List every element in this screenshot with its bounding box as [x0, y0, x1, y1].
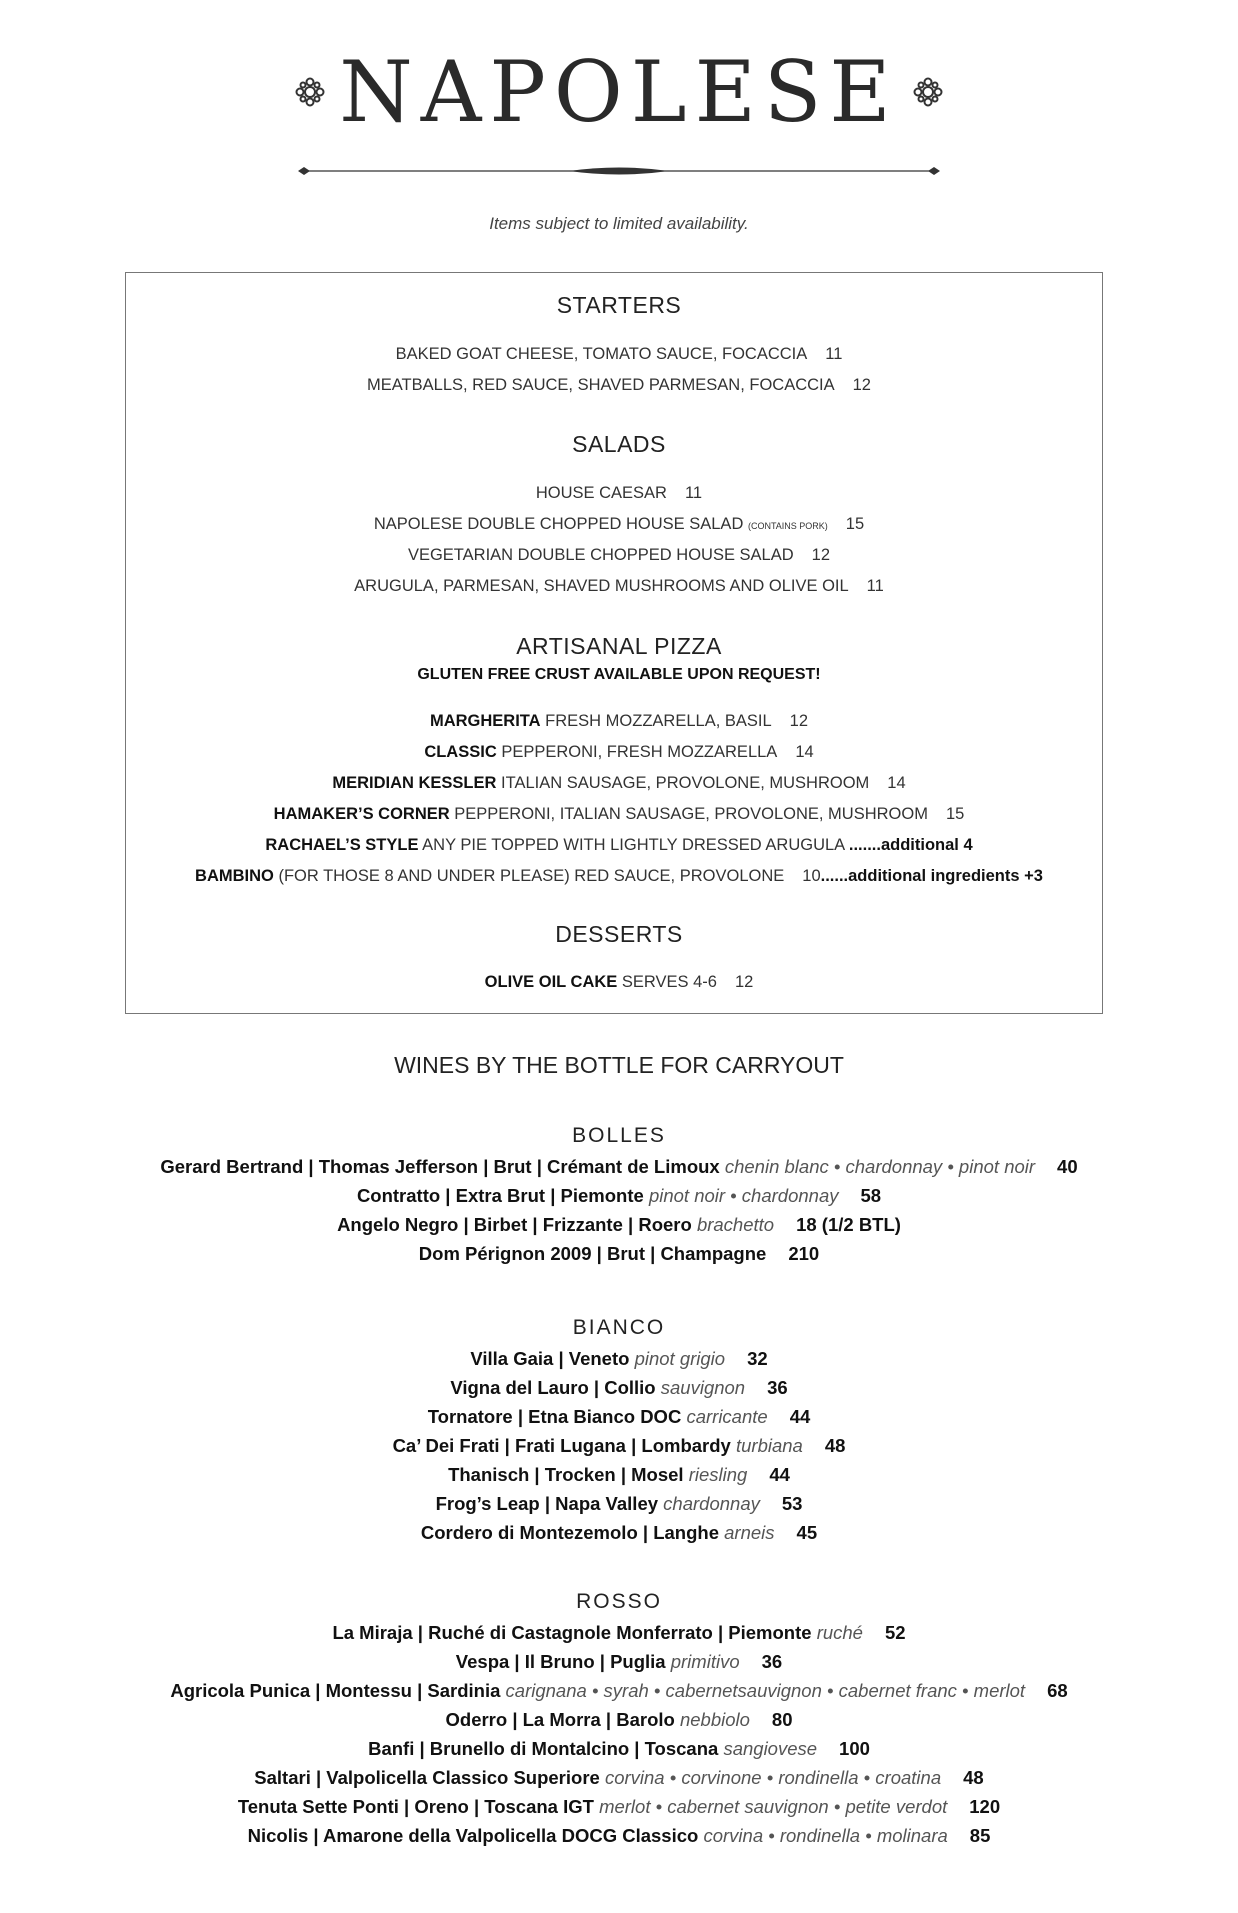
wine-name: Banfi | Brunello di Montalcino | Toscana	[368, 1738, 719, 1759]
wine-price: 210	[788, 1243, 820, 1264]
wine-price: 53	[781, 1493, 803, 1514]
wine-price: 80	[771, 1709, 793, 1730]
menu-item	[0, 973, 1238, 992]
wine-name: Tornatore | Etna Bianco DOC	[427, 1406, 682, 1427]
flourish-left-icon	[295, 77, 325, 107]
wine-grape: carricante	[686, 1406, 768, 1427]
wine-name: Tenuta Sette Ponti | Oreno | Toscana IGT	[237, 1796, 594, 1817]
salads-title: SALADS	[572, 431, 666, 457]
menu-header	[0, 43, 1238, 141]
wine-item	[0, 1377, 1238, 1399]
menu-item	[0, 515, 1238, 534]
wine-name: Vespa | Il Bruno | Puglia	[455, 1651, 666, 1672]
wines-title: WINES BY THE BOTTLE FOR CARRYOUT	[394, 1052, 844, 1078]
item-desc: PEPPERONI, ITALIAN SAUSAGE, PROVOLONE, MUSHROOM	[454, 805, 928, 823]
wine-name: Cordero di Montezemolo | Langhe	[420, 1522, 719, 1543]
wine-name: Saltari | Valpolicella Classico Superiore	[254, 1767, 600, 1788]
item-extra: .......additional 4	[848, 836, 973, 854]
wine-name: Thanisch | Trocken | Mosel	[448, 1464, 684, 1485]
wine-grape: brachetto	[696, 1214, 775, 1235]
bolles-title: BOLLES	[572, 1124, 666, 1147]
menu-item	[0, 546, 1238, 565]
bianco-title: BIANCO	[572, 1316, 666, 1339]
wine-item	[0, 1214, 1238, 1236]
item-desc: PEPPERONI, FRESH MOZZARELLA	[501, 743, 778, 761]
wine-price: 48	[963, 1767, 984, 1788]
wine-name: Dom Pérignon 2009 | Brut | Champagne	[418, 1243, 767, 1264]
item-price: 12	[789, 712, 809, 730]
wine-item	[0, 1156, 1238, 1178]
wine-price: 18 (1/2 BTL)	[796, 1214, 901, 1235]
wine-price: 36	[767, 1377, 788, 1398]
item-name: HOUSE CAESAR	[535, 484, 667, 502]
item-desc: ANY PIE TOPPED WITH LIGHTLY DRESSED ARUGULA	[422, 836, 845, 854]
wine-name: La Miraja | Ruché di Castagnole Monferrato | Piemonte	[332, 1622, 812, 1643]
menu-item	[0, 484, 1238, 503]
item-price: 12	[811, 546, 831, 564]
item-name: CLASSIC	[424, 743, 497, 761]
wine-price: 100	[839, 1738, 870, 1759]
wine-price: 58	[860, 1185, 882, 1206]
wine-grape: sangiovese	[723, 1738, 818, 1759]
wine-item	[0, 1796, 1238, 1818]
wine-grape: turbiana	[735, 1435, 803, 1456]
item-price: 12	[852, 376, 871, 394]
wine-grape: pinot noir • chardonnay	[648, 1185, 839, 1206]
item-name: VEGETARIAN DOUBLE CHOPPED HOUSE SALAD	[407, 546, 794, 564]
menu-item	[0, 774, 1238, 793]
item-price: 15	[945, 805, 965, 823]
ornamental-divider	[298, 163, 940, 179]
item-price: 14	[795, 743, 814, 761]
wine-price: 45	[796, 1522, 818, 1543]
availability-note: Items subject to limited availability.	[489, 214, 749, 233]
wine-item	[0, 1651, 1238, 1673]
item-name: HAMAKER’S CORNER	[273, 805, 450, 823]
wine-item	[0, 1680, 1238, 1702]
wine-item	[0, 1738, 1238, 1760]
wine-name: Ca’ Dei Frati | Frati Lugana | Lombardy	[392, 1435, 731, 1456]
menu-item	[0, 376, 1238, 395]
item-name: ARUGULA, PARMESAN, SHAVED MUSHROOMS AND OLIVE OIL	[354, 577, 849, 595]
wine-grape: nebbiolo	[679, 1709, 750, 1730]
rosso-title: ROSSO	[576, 1590, 662, 1613]
wine-item	[0, 1348, 1238, 1370]
item-price: 15	[845, 515, 865, 533]
wine-grape: merlot • cabernet sauvignon • petite verdot	[599, 1796, 948, 1817]
item-desc: FRESH MOZZARELLA, BASIL	[545, 712, 772, 730]
item-price: 10	[802, 867, 821, 885]
wine-name: Villa Gaia | Veneto	[470, 1348, 630, 1369]
flourish-right-icon	[913, 77, 943, 107]
wine-name: Frog’s Leap | Napa Valley	[435, 1493, 659, 1514]
item-name: NAPOLESE DOUBLE CHOPPED HOUSE SALAD	[373, 515, 744, 533]
wine-grape: riesling	[688, 1464, 748, 1485]
wine-price: 68	[1047, 1680, 1068, 1701]
menu-item	[0, 867, 1238, 886]
menu-item	[0, 743, 1238, 762]
item-price: 12	[734, 973, 754, 991]
item-price: 14	[887, 774, 906, 792]
item-price: 11	[825, 345, 843, 363]
menu-item	[0, 345, 1238, 364]
wine-grape: carignana • syrah • cabernetsauvignon • cabernet franc • merlot	[505, 1680, 1026, 1701]
wine-price: 32	[747, 1348, 768, 1369]
item-name: BAKED GOAT CHEESE, TOMATO SAUCE, FOCACCIA	[395, 345, 808, 363]
item-name: MARGHERITA	[429, 712, 541, 730]
item-name: OLIVE OIL CAKE	[484, 973, 618, 991]
item-desc: ITALIAN SAUSAGE, PROVOLONE, MUSHROOM	[501, 774, 870, 792]
wine-price: 48	[824, 1435, 846, 1456]
item-name: MEATBALLS, RED SAUCE, SHAVED PARMESAN, FOCACCIA	[367, 376, 835, 394]
wine-item	[0, 1464, 1238, 1486]
wine-price: 44	[769, 1464, 790, 1485]
wine-name: Agricola Punica | Montessu | Sardinia	[170, 1680, 501, 1701]
wine-name: Contratto | Extra Brut | Piemonte	[356, 1185, 644, 1206]
item-note: (CONTAINS PORK)	[747, 521, 828, 531]
wine-name: Vigna del Lauro | Collio	[450, 1377, 656, 1398]
menu-item	[0, 805, 1238, 824]
logo	[0, 43, 1238, 141]
wine-name: Oderro | La Morra | Barolo	[445, 1709, 675, 1730]
wine-grape: arneis	[724, 1522, 775, 1543]
wine-price: 44	[789, 1406, 811, 1427]
menu-item	[0, 712, 1238, 731]
wine-grape: corvina • rondinella • molinara	[703, 1825, 948, 1846]
pizza-title: ARTISANAL PIZZA	[516, 633, 722, 659]
desserts-title: DESSERTS	[555, 921, 683, 947]
wine-grape: corvina • corvinone • rondinella • croatina	[604, 1767, 942, 1788]
wine-grape: primitivo	[670, 1651, 740, 1672]
wine-item	[0, 1522, 1238, 1544]
wine-item	[0, 1493, 1238, 1515]
wine-item	[0, 1709, 1238, 1731]
wine-grape: ruché	[816, 1622, 863, 1643]
wine-item	[0, 1406, 1238, 1428]
wine-item	[0, 1825, 1238, 1847]
menu-item	[0, 836, 1238, 855]
wine-name: Angelo Negro | Birbet | Frizzante | Roero	[337, 1214, 692, 1235]
wine-item	[0, 1767, 1238, 1789]
wine-item	[0, 1435, 1238, 1457]
logo-text: NAPOLESE	[339, 43, 899, 141]
starters-title: STARTERS	[556, 292, 682, 318]
wine-name: Gerard Bertrand | Thomas Jefferson | Brut | Crémant de Limoux	[160, 1156, 720, 1177]
item-price: 11	[684, 484, 703, 502]
wine-price: 52	[884, 1622, 906, 1643]
wine-item	[0, 1622, 1238, 1644]
item-name: MERIDIAN KESSLER	[332, 774, 497, 792]
wine-grape: chenin blanc • chardonnay • pinot noir	[724, 1156, 1036, 1177]
item-price: 11	[866, 577, 884, 595]
wine-price: 36	[761, 1651, 783, 1672]
gluten-free-note: GLUTEN FREE CRUST AVAILABLE UPON REQUEST!	[417, 666, 821, 683]
item-name: BAMBINO	[195, 867, 274, 885]
wine-grape: sauvignon	[660, 1377, 746, 1398]
wine-grape: chardonnay	[663, 1493, 760, 1514]
wine-item	[0, 1185, 1238, 1207]
item-desc: (FOR THOSE 8 AND UNDER PLEASE) RED SAUCE, PROVOLONE	[278, 867, 785, 885]
wine-price: 85	[969, 1825, 991, 1846]
wine-item	[0, 1243, 1238, 1265]
item-desc: SERVES 4-6	[621, 973, 717, 991]
item-name: RACHAEL’S STYLE	[265, 836, 419, 854]
menu-item	[0, 577, 1238, 596]
wine-grape: pinot grigio	[634, 1348, 726, 1369]
item-extra: ......additional ingredients +3	[820, 867, 1043, 885]
wine-price: 40	[1057, 1156, 1078, 1177]
wine-price: 120	[969, 1796, 1001, 1817]
wine-name: Nicolis | Amarone della Valpolicella DOCG Classico	[247, 1825, 699, 1846]
